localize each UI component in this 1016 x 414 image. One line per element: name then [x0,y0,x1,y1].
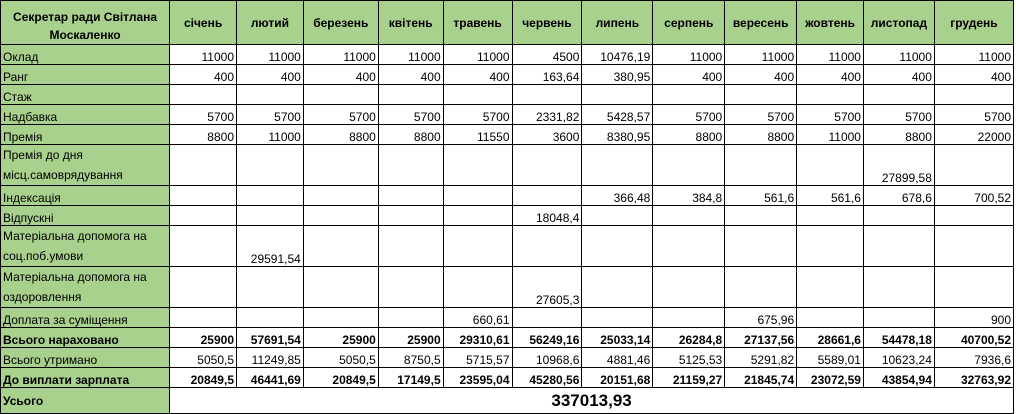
value-cell[interactable] [170,226,237,267]
value-cell[interactable]: 8800 [863,125,934,145]
value-cell[interactable] [303,226,378,267]
value-cell[interactable]: 11000 [237,125,304,145]
value-cell[interactable] [378,85,443,105]
table-row [1,267,1014,308]
value-cell[interactable]: 11000 [378,45,443,65]
value-cell[interactable]: 11000 [725,45,797,65]
value-cell[interactable]: 5700 [863,105,934,125]
table-row [1,226,1014,267]
value-cell[interactable]: 8800 [653,125,725,145]
value-cell[interactable] [653,308,725,328]
value-cell[interactable]: 5700 [653,105,725,125]
value-cell[interactable]: 4500 [512,45,582,65]
value-cell[interactable] [170,85,237,105]
row-label[interactable]: Оклад [1,45,170,65]
value-cell[interactable] [725,206,797,226]
value-cell[interactable] [653,206,725,226]
value-cell[interactable]: 8800 [378,125,443,145]
value-cell[interactable]: 8800 [725,125,797,145]
value-cell[interactable]: 18048,4 [512,206,582,226]
value-cell[interactable]: 40700,52 [934,328,1013,348]
value-cell[interactable]: 5700 [237,105,304,125]
value-cell[interactable]: 5715,57 [443,348,512,368]
month-header-12[interactable]: грудень [934,1,1013,45]
value-cell[interactable]: 5700 [934,105,1013,125]
month-header-3[interactable]: березень [303,1,378,45]
value-cell[interactable]: 400 [378,65,443,85]
value-cell[interactable]: 900 [934,308,1013,328]
value-cell[interactable] [303,267,378,308]
value-cell[interactable]: 27137,56 [725,328,797,348]
value-cell[interactable]: 46441,69 [237,368,304,388]
value-cell[interactable] [582,226,653,267]
table-row [1,368,1014,388]
value-cell[interactable] [863,308,934,328]
value-cell[interactable]: 29310,61 [443,328,512,348]
value-cell[interactable] [582,85,653,105]
value-cell[interactable] [303,206,378,226]
table-row [1,105,1014,125]
value-cell[interactable]: 11000 [797,125,864,145]
month-header-1[interactable]: січень [170,1,237,45]
value-cell[interactable] [582,206,653,226]
value-cell[interactable] [443,186,512,206]
value-cell[interactable]: 5428,57 [582,105,653,125]
value-cell[interactable]: 28661,6 [797,328,864,348]
value-cell[interactable]: 366,48 [582,186,653,206]
value-cell[interactable] [378,186,443,206]
value-cell[interactable]: 27605,3 [512,267,582,308]
value-cell[interactable]: 678,6 [863,186,934,206]
value-cell[interactable] [797,206,864,226]
value-cell[interactable] [725,226,797,267]
value-cell[interactable] [863,85,934,105]
value-cell[interactable] [237,145,304,186]
value-cell[interactable]: 25900 [378,328,443,348]
value-cell[interactable]: 43854,94 [863,368,934,388]
value-cell[interactable]: 5125,53 [653,348,725,368]
header-row [1,1,1014,45]
value-cell[interactable]: 400 [863,65,934,85]
value-cell[interactable]: 23595,04 [443,368,512,388]
table-row [1,328,1014,348]
value-cell[interactable]: 400 [303,65,378,85]
value-cell[interactable]: 10476,19 [582,45,653,65]
value-cell[interactable]: 5700 [378,105,443,125]
value-cell[interactable]: 22000 [934,125,1013,145]
value-cell[interactable]: 21159,27 [653,368,725,388]
value-cell[interactable]: 57691,54 [237,328,304,348]
value-cell[interactable]: 20151,68 [582,368,653,388]
value-cell[interactable]: 400 [653,65,725,85]
month-header-11[interactable]: листопад [863,1,934,45]
value-cell[interactable] [582,267,653,308]
value-cell[interactable]: 5700 [443,105,512,125]
value-cell[interactable]: 7936,6 [934,348,1013,368]
value-cell[interactable]: 5050,5 [170,348,237,368]
value-cell[interactable]: 11000 [934,45,1013,65]
value-cell[interactable] [797,267,864,308]
value-cell[interactable] [934,145,1013,186]
row-label[interactable]: Надбавка [1,105,170,125]
value-cell[interactable] [582,145,653,186]
value-cell[interactable]: 25900 [303,328,378,348]
row-label[interactable]: Доплата за суміщення [1,308,170,328]
value-cell[interactable] [863,267,934,308]
value-cell[interactable]: 11000 [653,45,725,65]
value-cell[interactable] [237,308,304,328]
table-row [1,65,1014,85]
value-cell[interactable]: 11000 [863,45,934,65]
value-cell[interactable]: 3600 [512,125,582,145]
value-cell[interactable] [653,267,725,308]
value-cell[interactable]: 20849,5 [303,368,378,388]
row-label[interactable]: Індексація [1,186,170,206]
value-cell[interactable]: 17149,5 [378,368,443,388]
value-cell[interactable] [653,145,725,186]
total-label[interactable]: Усього [1,388,170,414]
value-cell[interactable] [797,145,864,186]
value-cell[interactable]: 4881,46 [582,348,653,368]
month-header-7[interactable]: липень [582,1,653,45]
total-row [1,388,1014,414]
value-cell[interactable] [512,186,582,206]
row-label[interactable]: Ранг [1,65,170,85]
value-cell[interactable]: 11000 [303,45,378,65]
value-cell[interactable]: 675,96 [725,308,797,328]
value-cell[interactable] [443,206,512,226]
value-cell[interactable]: 5291,82 [725,348,797,368]
value-cell[interactable]: 11000 [170,45,237,65]
row-label[interactable]: До виплати зарплата [1,368,170,388]
value-cell[interactable] [725,145,797,186]
value-cell[interactable]: 23072,59 [797,368,864,388]
value-cell[interactable] [237,85,304,105]
value-cell[interactable]: 380,95 [582,65,653,85]
value-cell[interactable]: 25900 [170,328,237,348]
table-row [1,145,1014,186]
value-cell[interactable] [170,145,237,186]
value-cell[interactable]: 26284,8 [653,328,725,348]
value-cell[interactable] [797,226,864,267]
table-row [1,45,1014,65]
value-cell[interactable]: 11550 [443,125,512,145]
month-header-9[interactable]: вересень [725,1,797,45]
value-cell[interactable]: 561,6 [797,186,864,206]
row-label[interactable]: Всього нараховано [1,328,170,348]
row-label[interactable]: Матеріальна допомога на оздоровлення [1,267,170,308]
table-row [1,206,1014,226]
value-cell[interactable]: 32763,92 [934,368,1013,388]
row-label[interactable]: Відпускні [1,206,170,226]
value-cell[interactable]: 400 [443,65,512,85]
value-cell[interactable] [443,226,512,267]
value-cell[interactable] [582,308,653,328]
month-header-5[interactable]: травень [443,1,512,45]
value-cell[interactable]: 700,52 [934,186,1013,206]
month-header-4[interactable]: квітень [378,1,443,45]
value-cell[interactable]: 400 [725,65,797,85]
value-cell[interactable] [378,267,443,308]
value-cell[interactable] [653,85,725,105]
value-cell[interactable]: 5700 [725,105,797,125]
value-cell[interactable]: 8800 [170,125,237,145]
value-cell[interactable] [797,308,864,328]
value-cell[interactable] [512,85,582,105]
table-row [1,348,1014,368]
month-header-6[interactable]: червень [512,1,582,45]
month-header-2[interactable]: лютий [237,1,304,45]
value-cell[interactable] [443,145,512,186]
value-cell[interactable]: 5700 [303,105,378,125]
value-cell[interactable]: 8380,95 [582,125,653,145]
value-cell[interactable] [378,206,443,226]
value-cell[interactable] [512,226,582,267]
value-cell[interactable] [512,308,582,328]
value-cell[interactable]: 5700 [170,105,237,125]
value-cell[interactable]: 660,61 [443,308,512,328]
value-cell[interactable] [237,186,304,206]
value-cell[interactable] [170,186,237,206]
table-row [1,85,1014,105]
value-cell[interactable]: 45280,56 [512,368,582,388]
value-cell[interactable] [934,85,1013,105]
table-row [1,308,1014,328]
table-row [1,125,1014,145]
month-header-10[interactable]: жовтень [797,1,864,45]
value-cell[interactable]: 2331,82 [512,105,582,125]
value-cell[interactable]: 10968,6 [512,348,582,368]
value-cell[interactable] [170,206,237,226]
value-cell[interactable]: 21845,74 [725,368,797,388]
row-label[interactable]: Всього утримано [1,348,170,368]
value-cell[interactable] [653,226,725,267]
value-cell[interactable] [170,308,237,328]
value-cell[interactable]: 400 [797,65,864,85]
value-cell[interactable] [512,145,582,186]
value-cell[interactable]: 8800 [303,125,378,145]
value-cell[interactable] [303,85,378,105]
value-cell[interactable]: 5700 [797,105,864,125]
value-cell[interactable]: 8750,5 [378,348,443,368]
value-cell[interactable] [863,226,934,267]
table-title[interactable]: Секретар ради Світлана Москаленко [1,1,170,45]
value-cell[interactable]: 29591,54 [237,226,304,267]
value-cell[interactable] [797,85,864,105]
total-value[interactable]: 337013,93 [170,388,1014,414]
value-cell[interactable] [237,206,304,226]
value-cell[interactable]: 163,64 [512,65,582,85]
value-cell[interactable] [934,206,1013,226]
value-cell[interactable]: 11000 [797,45,864,65]
row-label[interactable]: Премія [1,125,170,145]
value-cell[interactable] [237,267,304,308]
value-cell[interactable] [378,308,443,328]
value-cell[interactable] [934,226,1013,267]
value-cell[interactable] [303,145,378,186]
value-cell[interactable]: 400 [170,65,237,85]
value-cell[interactable]: 11000 [443,45,512,65]
table-row [1,186,1014,206]
value-cell[interactable] [443,85,512,105]
value-cell[interactable] [443,267,512,308]
value-cell[interactable]: 384,8 [653,186,725,206]
value-cell[interactable]: 25033,14 [582,328,653,348]
value-cell[interactable]: 5050,5 [303,348,378,368]
value-cell[interactable]: 54478,18 [863,328,934,348]
value-cell[interactable] [378,226,443,267]
row-label[interactable]: Стаж [1,85,170,105]
value-cell[interactable] [863,206,934,226]
value-cell[interactable] [303,186,378,206]
value-cell[interactable] [170,267,237,308]
month-header-8[interactable]: серпень [653,1,725,45]
value-cell[interactable] [934,267,1013,308]
value-cell[interactable]: 11249,85 [237,348,304,368]
value-cell[interactable] [303,308,378,328]
value-cell[interactable]: 27899,58 [863,145,934,186]
value-cell[interactable] [378,145,443,186]
value-cell[interactable]: 11000 [237,45,304,65]
value-cell[interactable] [725,85,797,105]
value-cell[interactable]: 561,6 [725,186,797,206]
row-label[interactable]: Премія до дня місц.самоврядування [1,145,170,186]
value-cell[interactable]: 20849,5 [170,368,237,388]
value-cell[interactable]: 400 [237,65,304,85]
value-cell[interactable]: 400 [934,65,1013,85]
value-cell[interactable] [725,267,797,308]
value-cell[interactable]: 5589,01 [797,348,864,368]
value-cell[interactable]: 56249,16 [512,328,582,348]
row-label[interactable]: Матеріальна допомога на соц.поб.умови [1,226,170,267]
value-cell[interactable]: 10623,24 [863,348,934,368]
